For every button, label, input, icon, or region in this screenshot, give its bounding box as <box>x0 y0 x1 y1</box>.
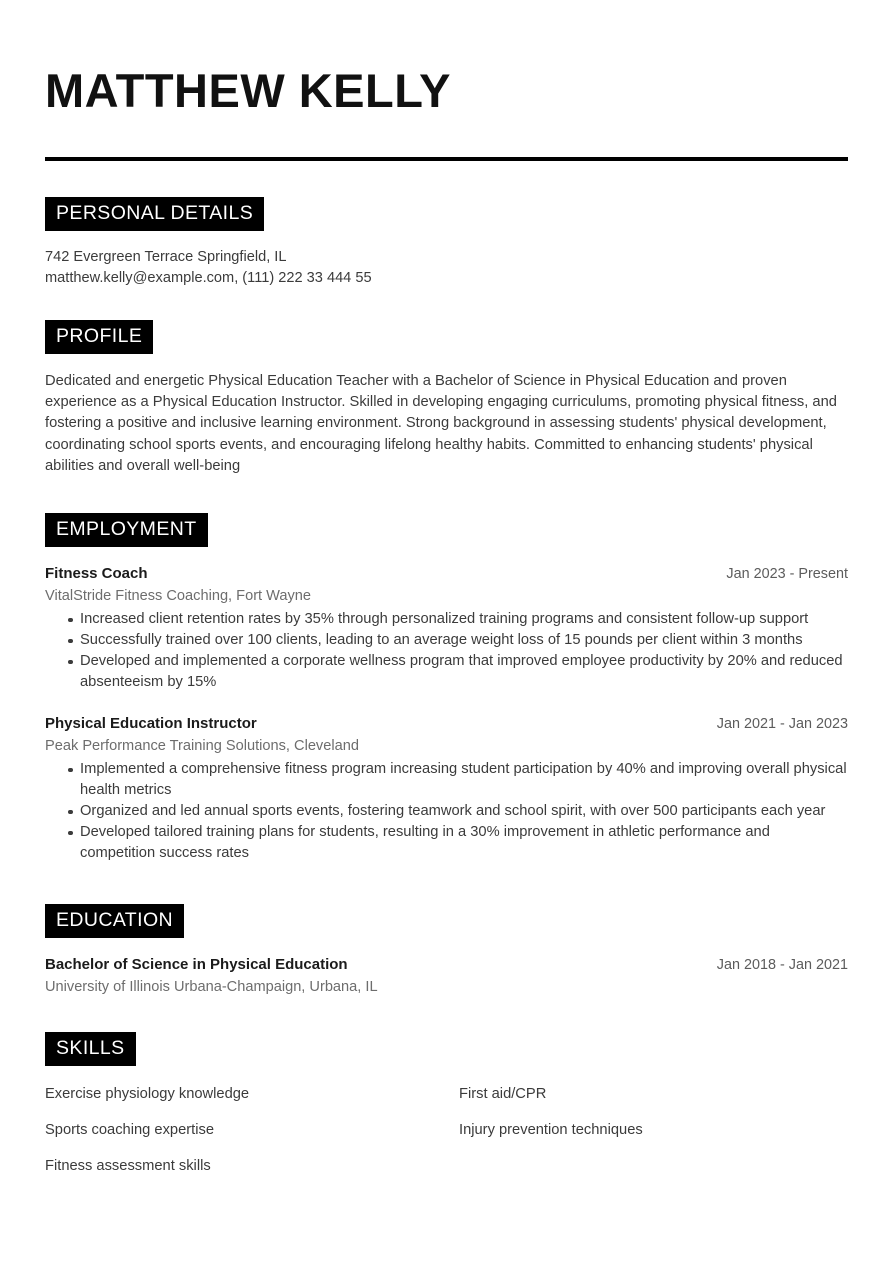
list-item: Implemented a comprehensive fitness program increasing student participation by 40% and improving overall physical health metrics <box>68 759 848 801</box>
list-item: Developed and implemented a corporate wellness program that improved employee productivity by 20% and reduced absenteeism by 15% <box>68 651 848 693</box>
list-item: Increased client retention rates by 35% through personalized training programs and consistent follow-up support <box>68 609 848 630</box>
list-item: Successfully trained over 100 clients, leading to an average weight loss of 15 pounds per client within 3 months <box>68 630 848 651</box>
employment-entry-header <box>45 564 848 584</box>
section-heading-personal-details: PERSONAL DETAILS <box>45 197 264 231</box>
section-heading-employment: EMPLOYMENT <box>45 513 208 547</box>
education-entry-header <box>45 955 848 975</box>
section-education <box>45 864 848 997</box>
skills-grid <box>45 1084 848 1192</box>
degree-institution: University of Illinois Urbana-Champaign, Urbana, IL <box>45 979 378 996</box>
section-personal-details <box>45 161 848 289</box>
section-skills <box>45 997 848 1192</box>
employment-entry <box>45 564 848 693</box>
profile-summary: Dedicated and energetic Physical Education Teacher with a Bachelor of Science in Physical Education and proven experience as a Physical Education Instructor. Skilled in developing engaging curriculums, promoting physical fitness, and fostering a positive and inclusive learning environment. Strong background in assessing students' physical development, coordinating school sports events, and encouraging lifelong healthy habits. Committed to enhancing students' physical abilities and overall well-being <box>45 373 837 474</box>
list-item: Organized and led annual sports events, fostering teamwork and school spirit, with over 500 participants each year <box>68 801 848 822</box>
list-item: First aid/CPR <box>459 1086 547 1103</box>
section-heading-profile: PROFILE <box>45 320 153 354</box>
job-achievement-list <box>45 759 848 864</box>
section-profile <box>45 289 848 477</box>
address-line: 742 Evergreen Terrace Springfield, IL <box>45 249 287 265</box>
employment-entry-header <box>45 714 848 734</box>
degree-title: Bachelor of Science in Physical Education <box>45 956 348 974</box>
list-item: Developed tailored training plans for students, resulting in a 30% improvement in athletic performance and competition success rates <box>68 822 848 864</box>
skills-column-left <box>45 1084 459 1192</box>
skills-column-right <box>459 1084 848 1192</box>
employment-entry <box>45 714 848 864</box>
page-title: MATTHEW KELLY <box>45 64 451 117</box>
list-item: Exercise physiology knowledge <box>45 1086 250 1103</box>
section-heading-education: EDUCATION <box>45 904 184 938</box>
section-employment <box>45 477 848 864</box>
list-item: Sports coaching expertise <box>45 1122 214 1139</box>
job-date-range: Jan 2023 - Present <box>726 566 848 583</box>
list-item: Injury prevention techniques <box>459 1122 643 1139</box>
job-date-range: Jan 2021 - Jan 2023 <box>716 716 848 733</box>
job-achievement-list <box>45 609 848 693</box>
section-heading-skills: SKILLS <box>45 1032 136 1066</box>
list-item: Fitness assessment skills <box>45 1158 211 1175</box>
contact-block <box>45 247 848 289</box>
job-organization: VitalStride Fitness Coaching, Fort Wayne <box>45 588 312 605</box>
job-organization: Peak Performance Training Solutions, Cleveland <box>45 738 359 755</box>
degree-date-range: Jan 2018 - Jan 2021 <box>716 957 848 974</box>
job-title: Physical Education Instructor <box>45 715 257 733</box>
education-entry <box>45 955 848 997</box>
contact-line: matthew.kelly@example.com, (111) 222 33 444 55 <box>45 270 372 286</box>
job-title: Fitness Coach <box>45 565 148 583</box>
